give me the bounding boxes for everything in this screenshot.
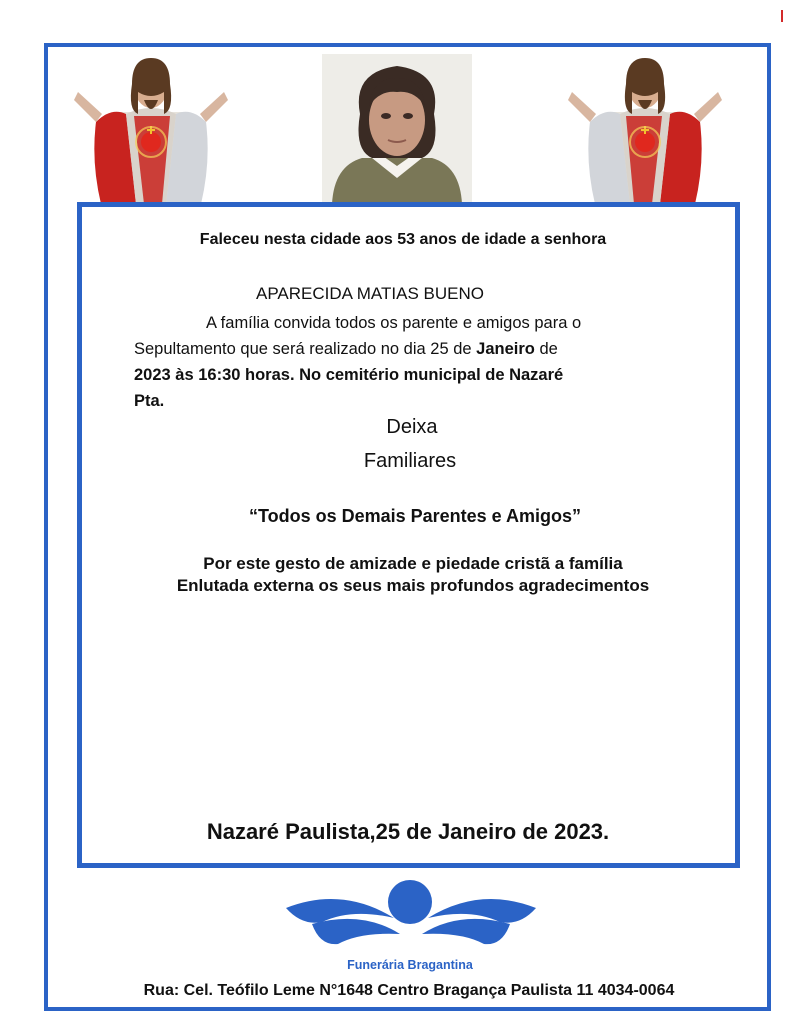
dateline: Nazaré Paulista,25 de Janeiro de 2023.: [206, 819, 610, 844]
invitation-line-4: Pta.: [134, 392, 165, 410]
sacred-heart-left-image: [66, 52, 236, 204]
thanks-text: [0, 553, 806, 597]
invitation-line-1: A família convida todos os parente e amigos para o: [206, 314, 582, 332]
quote-text: “Todos os Demais Parentes e Amigos”: [248, 506, 582, 526]
invitation-month: Janeiro: [476, 340, 535, 358]
invitation-line-2: [134, 340, 558, 358]
thanks-line-1: Por este gesto de amizade e piedade cristã a família: [203, 554, 623, 573]
invitation-line-2-c: de: [534, 340, 558, 358]
invitation-paragraph: [134, 310, 674, 414]
familiares-text: Familiares: [363, 450, 457, 472]
invitation-line-3: 2023 às 16:30 horas. No cemitério municipal de Nazaré: [134, 366, 564, 384]
company-name: Funerária Bragantina: [347, 958, 473, 972]
deixa-text: Deixa: [386, 416, 438, 438]
sacred-heart-right-image: [560, 52, 730, 204]
intro-text: Faleceu nesta cidade aos 53 anos de idade a senhora: [199, 231, 607, 248]
corner-mark: [781, 10, 783, 22]
funeraria-logo-icon: [282, 878, 540, 950]
deceased-portrait: [322, 54, 472, 204]
company-address: Rua: Cel. Teófilo Leme N°1648 Centro Bragança Paulista 11 4034-0064: [143, 982, 675, 999]
deceased-name: APARECIDA MATIAS BUENO: [256, 284, 484, 303]
invitation-line-2-a: Sepultamento que será realizado no dia 25 de: [134, 340, 477, 358]
thanks-line-2: Enlutada externa os seus mais profundos agradecimentos: [176, 576, 650, 595]
